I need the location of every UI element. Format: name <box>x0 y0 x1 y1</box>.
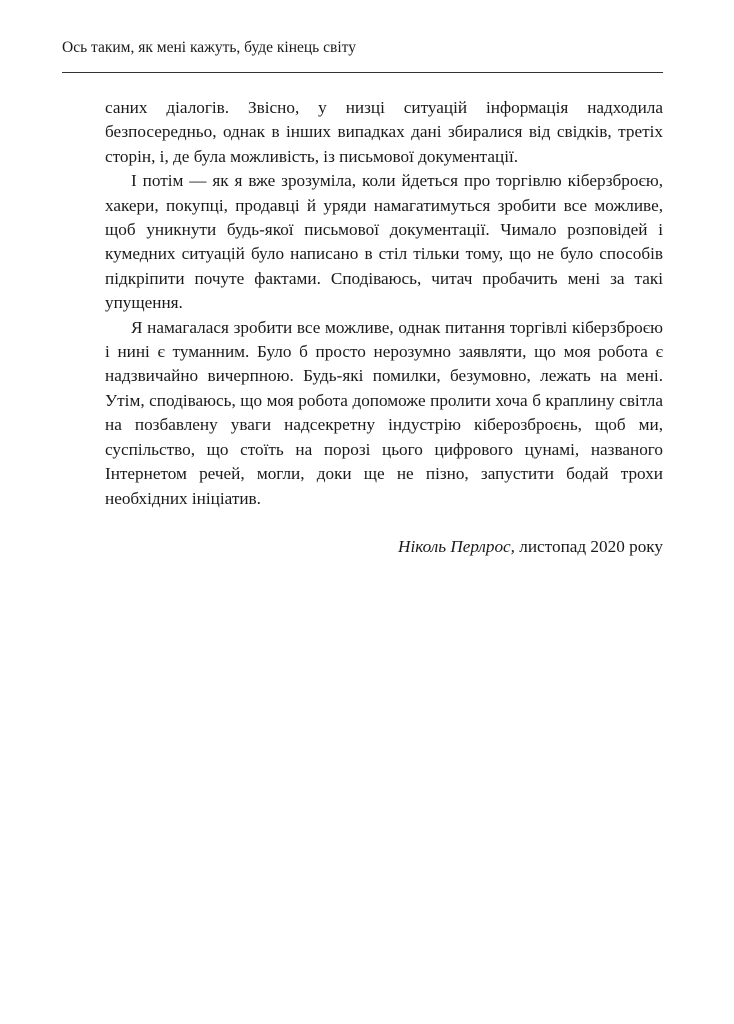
running-head-title: Ось таким, як мені кажуть, буде кінець світу <box>62 39 356 56</box>
header-divider <box>62 72 663 73</box>
paragraph-1: саних діалогів. Звісно, у низці ситуацій інформація надходила безпосередньо, однак в інших випадках дані збиралися від свідків, третіх сторін, і, де була можливість, із письмової документації. <box>105 98 663 166</box>
signature-date: листопад 2020 року <box>514 537 663 556</box>
signature-line <box>105 535 663 559</box>
paragraph-3: Я намагалася зробити все можливе, однак питання торгівлі кіберзброєю і нині є туманним. Було б просто нерозумно заявляти, що моя робота є надзвичайно вичерпною. Будь-які помилки, безумовно, лежать на мені. Утім, сподіваюсь, що моя робота допоможе пролити хоча б краплину світла на позбавлену уваги надсекретну індустрію кіберозброєнь, щоб ми, суспільство, що стоїть на порозі цього цифрового цунамі, названого Інтернетом речей, могли, доки ще не пізно, запустити бодай трохи необхідних ініціатив. <box>105 317 663 508</box>
paragraph-2: І потім — як я вже зрозуміла, коли йдеться про торгівлю кіберзброєю, хакери, покупці, продавці й уряди намагатимуться зробити все можливе, щоб уникнути будь-якої письмової документації. Чимало розповідей і кумедних ситуацій було написано в стіл тільки тому, що не було способів підкріпити почуте фактами. Сподіваюсь, читач пробачить мені за такі упущення. <box>105 171 663 313</box>
signature-author: Ніколь Перлрос, <box>398 537 515 556</box>
body-text <box>105 96 663 511</box>
